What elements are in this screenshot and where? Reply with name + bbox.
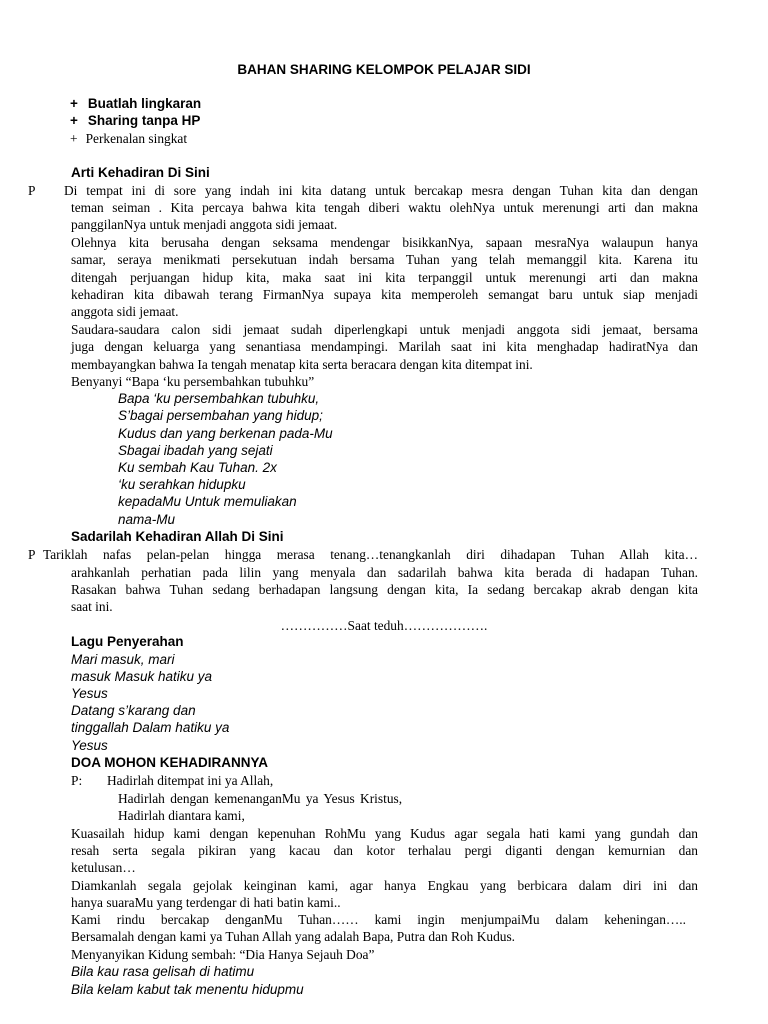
section-heading: Lagu Penyerahan	[71, 634, 184, 649]
song-line: Sbagai ibadah yang sejati	[118, 443, 273, 458]
section-heading: Arti Kehadiran Di Sini	[71, 165, 210, 180]
song-line: Bapa ‘ku persembahkan tubuhku,	[118, 391, 320, 406]
paragraph-line: arahkanlah perhatian pada lilin yang menyala dan sadarilah bahwa kita berada di hadapan Tuhan.	[71, 565, 698, 580]
song-line: Ku sembah Kau Tuhan. 2x	[118, 460, 277, 475]
rule-item-1	[70, 95, 201, 112]
song-line: nama-Mu	[118, 512, 176, 527]
song-intro-line: Benyanyi “Bapa ‘ku persembahkan tubuhku”	[71, 374, 315, 389]
paragraph-line: panggilanNya untuk menjadi anggota sidi jemaat.	[71, 217, 338, 232]
song-line: S’bagai persembahan yang hidup;	[118, 408, 323, 423]
song-line: kepadaMu Untuk memuliakan	[118, 494, 297, 509]
prayer-line: Hadirlah diantara kami,	[118, 808, 245, 823]
paragraph-line: Diamkanlah segala gejolak keinginan kami, agar hanya Engkau yang berbicara dalam diri ini dan	[71, 878, 698, 893]
paragraph-line: saat ini.	[71, 599, 113, 614]
song-line: ‘ku serahkan hidupku	[118, 477, 246, 492]
song-intro-line: Menyanyikan Kidung sembah: “Dia Hanya Sejauh Doa”	[71, 947, 375, 962]
paragraph-line: Di tempat ini di sore yang indah ini kita datang untuk bercakap mesra dengan Tuhan kita dan dengan	[64, 183, 698, 198]
paragraph-line: ditengah perjuangan hidup kita, maka saat ini kita terpanggil untuk merenungi arti dan makna	[71, 270, 698, 285]
speaker-label: P:	[71, 773, 83, 788]
section-heading: Sadarilah Kehadiran Allah Di Sini	[71, 529, 284, 544]
section-heading: DOA MOHON KEHADIRANNYA	[71, 755, 269, 770]
paragraph-line: Tariklah nafas pelan-pelan hingga merasa tenang…tenangkanlah diri dihadapan Tuhan Allah kita…	[43, 547, 698, 562]
song-line: Yesus	[71, 738, 108, 753]
rule-item-2	[70, 112, 200, 129]
paragraph-line: resah serta segala pikiran yang kacau dan kotor terhalau pergi diganti dengan kemurnian dan	[71, 843, 698, 858]
paragraph-line: Rasakan bahwa Tuhan sedang berhadapan langsung dengan kita, Ia sedang bercakap akrab dengan kita	[71, 582, 698, 597]
song-line: Yesus	[71, 686, 108, 701]
paragraph-line: teman seiman . Kita percaya bahwa kita tengah diberi waktu olehNya untuk merenungi arti dan makna	[71, 200, 698, 215]
song-line: Datang s’karang dan	[71, 703, 196, 718]
rule-text: Perkenalan singkat	[85, 131, 188, 146]
rule-bullet: +	[70, 96, 78, 111]
rule-item-3	[70, 130, 187, 147]
document-title: BAHAN SHARING KELOMPOK PELAJAR SIDI	[237, 62, 531, 77]
song-line: Mari masuk, mari	[71, 652, 175, 667]
speaker-label: P	[28, 183, 36, 198]
paragraph-line: juga dengan keluarga yang senantiasa mendampingi. Marilah saat ini kita menghadap hadiratNya dan	[71, 339, 698, 354]
paragraph-line: Kuasailah hidup kami dengan kepenuhan RohMu yang Kudus agar segala hati kami yang gundah dan	[71, 826, 698, 841]
rule-bullet: +	[70, 131, 78, 146]
paragraph-line: membayangkan bahwa Ia tengah menatap kita serta beracara dengan kita ditempat ini.	[71, 357, 533, 372]
rule-text: Sharing tanpa HP	[87, 113, 201, 128]
silence-marker: ……………Saat teduh……………….	[280, 618, 488, 633]
paragraph-line: kehadiran kita dibawah terang FirmanNya supaya kita memperoleh semangat baru untuk siap menjadi	[71, 287, 698, 302]
paragraph-line: Saudara-saudara calon sidi jemaat sudah diperlengkapi untuk menjadi anggota sidi jemaat, bersama	[71, 322, 698, 337]
paragraph-line: anggota sidi jemaat.	[71, 304, 179, 319]
speaker-label: P	[28, 547, 36, 562]
paragraph-line: Kami rindu bercakap denganMu Tuhan…… kami ingin menjumpaiMu dalam keheningan…..	[71, 912, 686, 927]
prayer-line: Hadirlah dengan kemenanganMu ya Yesus Kristus,	[118, 791, 403, 806]
song-line: tinggallah Dalam hatiku ya	[71, 720, 230, 735]
paragraph-line: Bersamalah dengan kami ya Tuhan Allah yang adalah Bapa, Putra dan Roh Kudus.	[71, 929, 516, 944]
song-line: Kudus dan yang berkenan pada-Mu	[118, 426, 333, 441]
rule-text: Buatlah lingkaran	[87, 96, 202, 111]
rule-bullet: +	[70, 113, 78, 128]
prayer-line: Hadirlah ditempat ini ya Allah,	[107, 773, 274, 788]
song-line: Bila kelam kabut tak menentu hidupmu	[71, 982, 304, 997]
paragraph-line: hanya suaraMu yang terdengar di hati batin kami..	[71, 895, 341, 910]
song-line: Bila kau rasa gelisah di hatimu	[71, 964, 255, 979]
paragraph-line: ketulusan…	[71, 860, 136, 875]
paragraph-line: samar, seraya menikmati persekutuan indah bersama Tuhan yang telah memanggil kita. Karena itu	[71, 252, 698, 267]
paragraph-line: Olehnya kita berusaha dengan seksama mendengar bisikkanNya, sapaan mesraNya walaupun hanya	[71, 235, 698, 250]
song-line: masuk Masuk hatiku ya	[71, 669, 213, 684]
